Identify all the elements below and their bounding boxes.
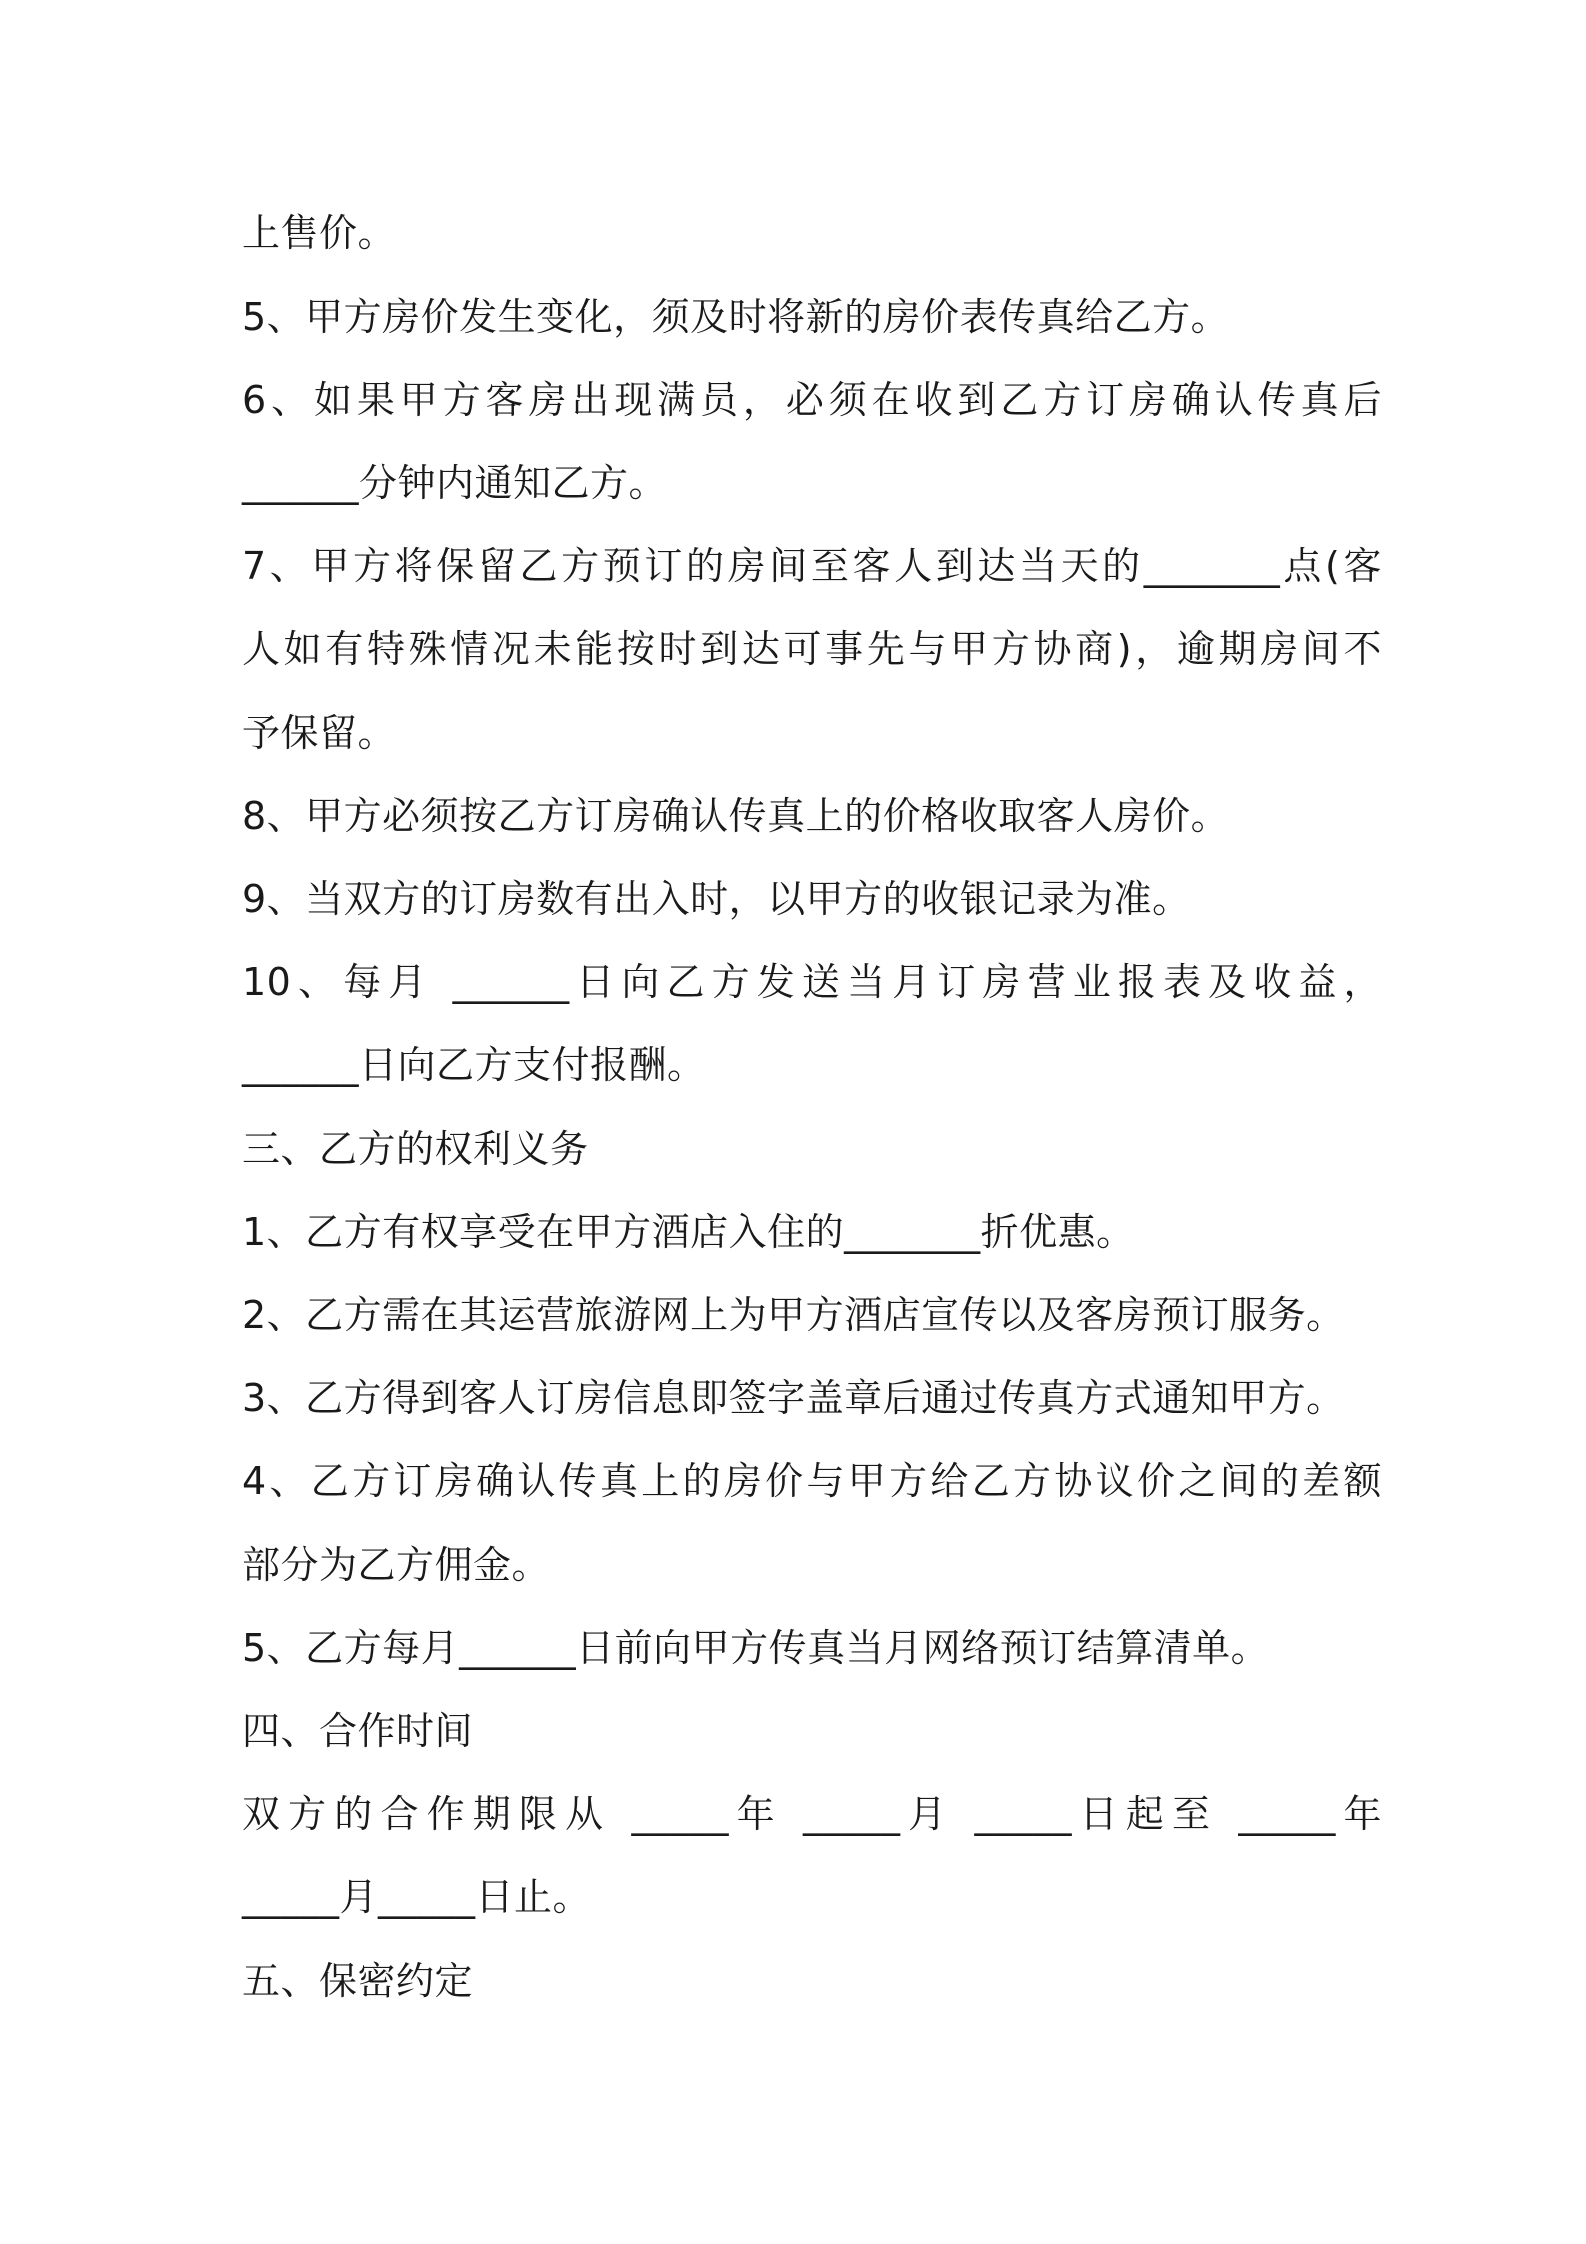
- section-heading: 四、合作时间: [242, 1709, 474, 1753]
- paragraph-line: 9、当双方的订房数有出入时，以甲方的收银记录为准。: [242, 877, 1191, 921]
- paragraph-line: 6、如果甲方客房出现满员，必须在收到乙方订房确认传真后: [242, 378, 1382, 422]
- paragraph-line: ______日向乙方支付报酬。: [242, 1043, 706, 1087]
- paragraph-line: 双方的合作期限从 _____年 _____月 _____日起至 _____年: [242, 1792, 1382, 1836]
- paragraph-line: 部分为乙方佣金。: [242, 1543, 551, 1587]
- paragraph-line: ______分钟内通知乙方。: [242, 461, 668, 505]
- paragraph-line: 人如有特殊情况未能按时到达可事先与甲方协商)，逾期房间不: [242, 627, 1382, 671]
- section-heading: 五、保密约定: [242, 1959, 474, 2003]
- paragraph-line: 5、甲方房价发生变化，须及时将新的房价表传真给乙方。: [242, 295, 1230, 339]
- paragraph-line: 1、乙方有权享受在甲方酒店入住的_______折优惠。: [242, 1210, 1135, 1254]
- paragraph-line: _____月_____日止。: [242, 1875, 592, 1919]
- paragraph-line: 予保留。: [242, 711, 397, 755]
- paragraph-line: 3、乙方得到客人订房信息即签字盖章后通过传真方式通知甲方。: [242, 1376, 1345, 1420]
- paragraph-line: 7、甲方将保留乙方预订的房间至客人到达当天的_______点(客: [242, 544, 1382, 588]
- paragraph-line: 2、乙方需在其运营旅游网上为甲方酒店宣传以及客房预订服务。: [242, 1293, 1345, 1337]
- paragraph-line: 8、甲方必须按乙方订房确认传真上的价格收取客人房价。: [242, 794, 1230, 838]
- section-heading: 三、乙方的权利义务: [242, 1127, 589, 1171]
- paragraph-line: 10、每月 ______日向乙方发送当月订房营业报表及收益，: [242, 960, 1382, 1004]
- paragraph-line: 上售价。: [242, 211, 397, 255]
- paragraph-line: 5、乙方每月______日前向甲方传真当月网络预订结算清单。: [242, 1626, 1270, 1670]
- paragraph-line: 4、乙方订房确认传真上的房价与甲方给乙方协议价之间的差额: [242, 1459, 1382, 1503]
